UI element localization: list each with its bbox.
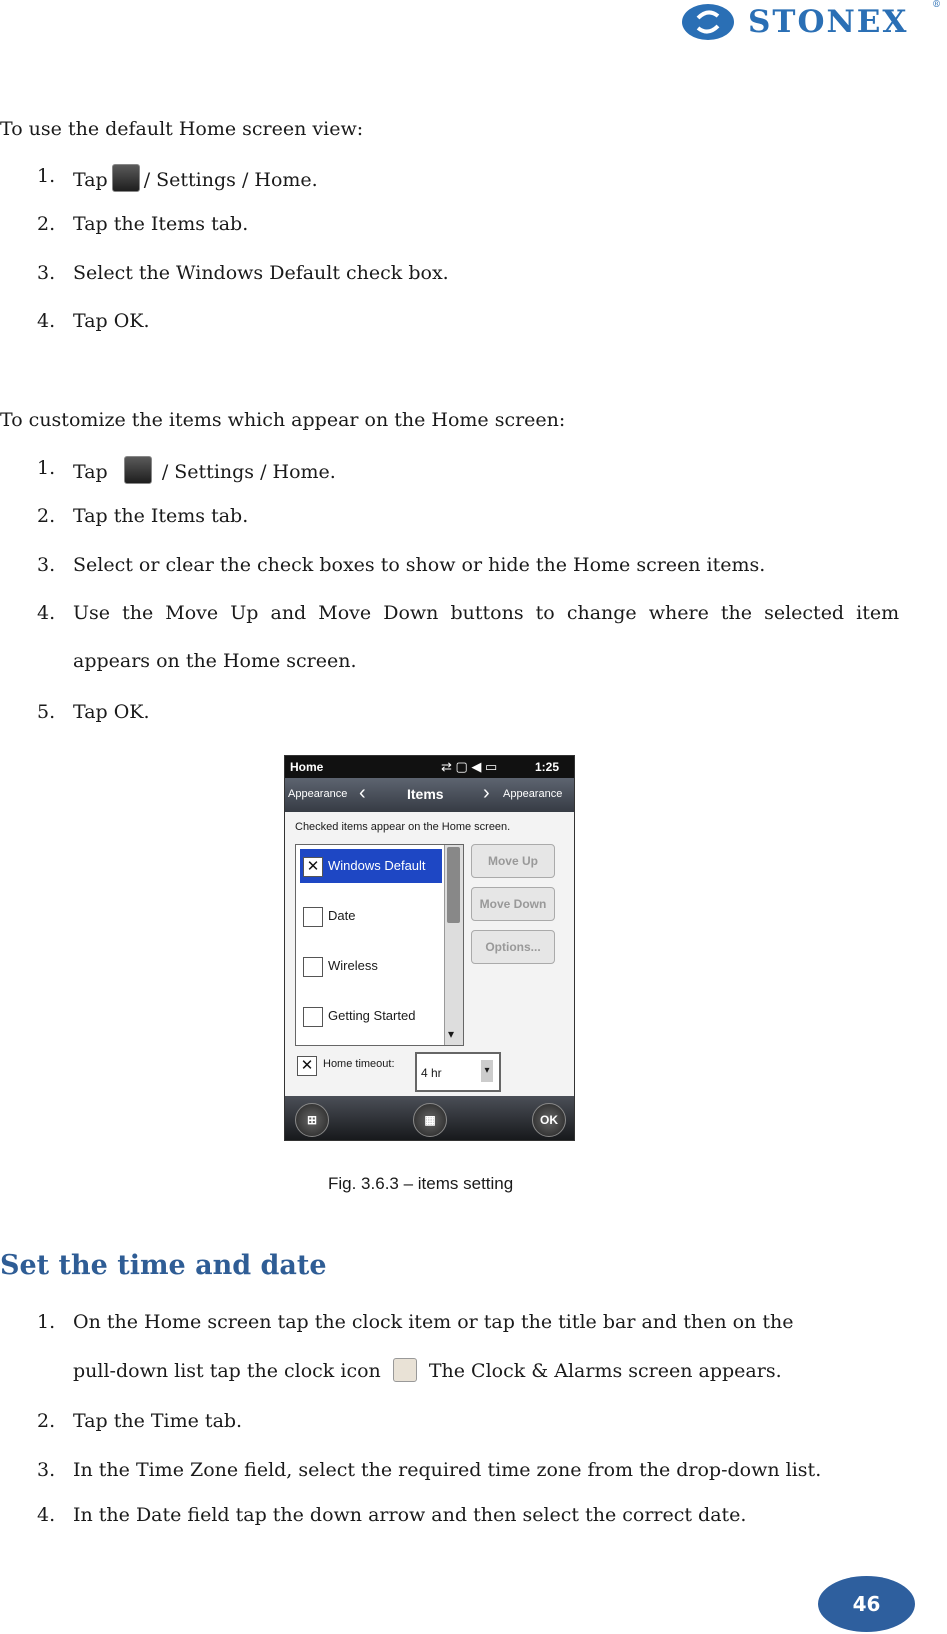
- step-text: / Settings / Home.: [143, 169, 318, 191]
- items-list: [295, 844, 464, 1046]
- softkey-bar: [285, 1096, 574, 1140]
- chevron-right-icon[interactable]: ›: [483, 782, 490, 804]
- step-text: Tap: [73, 169, 108, 191]
- step-text: Tap the Items tab.: [73, 213, 249, 235]
- step-text: Tap the Time tab.: [73, 1410, 243, 1432]
- list-item[interactable]: [300, 899, 442, 933]
- step-text: On the Home screen tap the clock item or tap the title bar and then on the: [73, 1311, 794, 1333]
- list-item-label: Windows Default: [328, 858, 426, 873]
- ok-button[interactable]: OK: [532, 1103, 566, 1137]
- chevron-left-icon[interactable]: ‹: [359, 782, 366, 804]
- list-item[interactable]: [300, 999, 442, 1033]
- home-timeout-select[interactable]: [415, 1052, 501, 1092]
- dropdown-arrow-icon[interactable]: ▾: [481, 1060, 493, 1082]
- step-text: In the Date field tap the down arrow and then select the correct date.: [73, 1504, 747, 1526]
- list-item[interactable]: [300, 849, 442, 883]
- page-number: 46: [818, 1576, 915, 1632]
- step-text-continued: appears on the Home screen.: [73, 650, 357, 672]
- status-time: 1:25: [535, 760, 560, 774]
- registered-mark: ®: [932, 0, 941, 10]
- checkbox[interactable]: [303, 907, 323, 927]
- windows-start-icon[interactable]: ⊞: [295, 1103, 329, 1137]
- scrollbar-thumb[interactable]: [447, 847, 460, 923]
- keyboard-icon[interactable]: ▦: [413, 1103, 447, 1137]
- options-button[interactable]: Options...: [471, 930, 555, 964]
- tab-items[interactable]: Items: [407, 786, 444, 802]
- step-text-continued: pull-down list tap the clock icon: [73, 1360, 381, 1382]
- step-text: Tap: [73, 461, 108, 483]
- windows-start-icon: [124, 456, 152, 484]
- step-text: Select the Windows Default check box.: [73, 262, 449, 284]
- hint-text: Checked items appear on the Home screen.: [295, 821, 511, 833]
- home-timeout-label: Home timeout:: [323, 1058, 395, 1070]
- home-timeout-value: 4 hr: [421, 1066, 442, 1080]
- items-panel: [285, 812, 574, 1096]
- status-bar: [285, 756, 574, 778]
- windows-start-icon: [112, 164, 140, 192]
- step-text: Tap OK.: [73, 701, 150, 723]
- step-text: Tap OK.: [73, 310, 150, 332]
- status-icons: ⇄ ▢ ◀ ▭: [441, 759, 498, 774]
- clock-icon: [393, 1358, 417, 1382]
- checkbox[interactable]: [303, 957, 323, 977]
- step-text: Use the Move Up and Move Down buttons to change where the selected item: [73, 602, 900, 624]
- status-title: Home: [290, 760, 324, 774]
- tab-appearance-right[interactable]: Appearance: [503, 788, 563, 800]
- section-heading: Set the time and date: [0, 1250, 327, 1281]
- stonex-logo-mark-icon: [680, 2, 736, 42]
- checkbox[interactable]: [303, 1007, 323, 1027]
- stonex-logo: [680, 0, 942, 44]
- move-up-button[interactable]: Move Up: [471, 844, 555, 878]
- step-text: Select or clear the check boxes to show or hide the Home screen items.: [73, 554, 766, 576]
- scroll-down-icon[interactable]: ▾: [448, 1027, 455, 1041]
- checkbox[interactable]: ✕: [303, 857, 323, 877]
- step-text: Tap the Items tab.: [73, 505, 249, 527]
- items-settings-screenshot: [284, 755, 575, 1141]
- scrollbar[interactable]: [444, 845, 463, 1045]
- list-item-label: Wireless: [328, 958, 378, 973]
- step-text-continued: The Clock & Alarms screen appears.: [428, 1360, 782, 1382]
- tab-strip: [285, 778, 574, 812]
- default-intro: To use the default Home screen view:: [0, 118, 364, 140]
- step-text: In the Time Zone field, select the required time zone from the drop-down list.: [73, 1459, 822, 1481]
- tab-appearance-left[interactable]: Appearance: [288, 788, 348, 800]
- list-item[interactable]: [300, 949, 442, 983]
- home-timeout-checkbox[interactable]: ✕: [297, 1056, 317, 1076]
- step-text: / Settings / Home.: [161, 461, 336, 483]
- list-item-label: Getting Started: [328, 1008, 416, 1023]
- move-down-button[interactable]: Move Down: [471, 887, 555, 921]
- brand-name: STONEX: [748, 4, 909, 40]
- figure-caption: Fig. 3.6.3 – items setting: [328, 1174, 514, 1193]
- list-item-label: Date: [328, 908, 356, 923]
- custom-intro: To customize the items which appear on the Home screen:: [0, 409, 566, 431]
